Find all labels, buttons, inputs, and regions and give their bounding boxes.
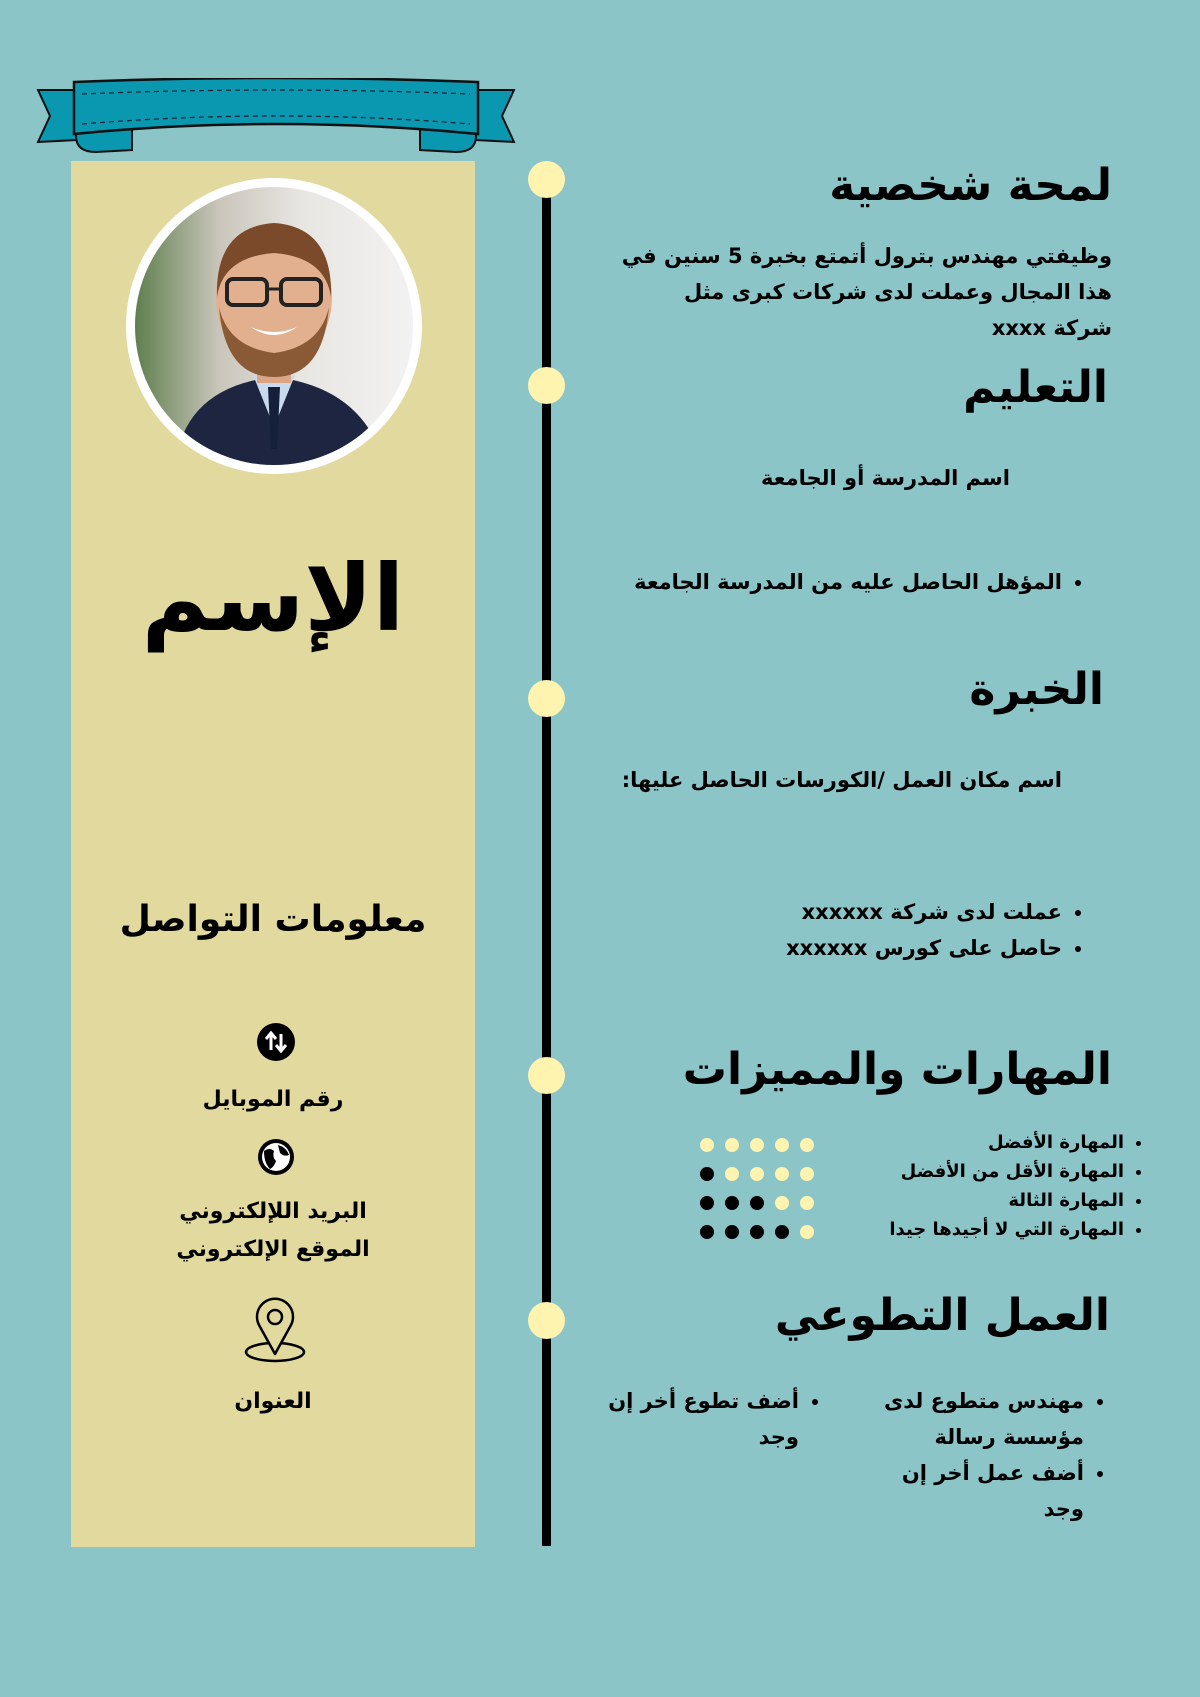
profile-line: هذا المجال وعملت لدى شركات كبرى مثل (683, 280, 1112, 304)
skill-item: • المهارة الأفضل (744, 1128, 1124, 1157)
skill-dot-empty (700, 1225, 714, 1239)
skill-dot-filled (750, 1167, 764, 1181)
skills-heading: المهارات والمميزات (682, 1044, 1112, 1095)
timeline-dot (528, 161, 565, 198)
education-list (462, 564, 1088, 600)
skill-dot-filled (800, 1167, 814, 1181)
skill-dot-filled (700, 1138, 714, 1152)
timeline-dot (528, 1057, 565, 1094)
profile-photo (126, 178, 422, 474)
skill-dot-filled (775, 1167, 789, 1181)
skill-dot-filled (725, 1138, 739, 1152)
experience-heading: الخبرة (969, 664, 1104, 715)
person-portrait (135, 187, 413, 465)
list-item: • أضف تطوع أخر إن وجد (569, 1383, 799, 1455)
skill-item: • المهارة الأقل من الأفضل (744, 1157, 1124, 1186)
profile-line: وظيفتي مهندس بترول أتمتع بخبرة 5 سنين في (621, 244, 1112, 268)
skill-dot-empty (700, 1196, 714, 1210)
contact-heading: معلومات التواصل (119, 899, 427, 940)
profile-line: شركة xxxx (991, 316, 1112, 340)
volunteer-list-2 (569, 1383, 825, 1455)
skill-dot-filled (775, 1196, 789, 1210)
list-item: • المؤهل الحاصل عليه من المدرسة الجامعة (462, 564, 1062, 600)
skill-dot-filled (775, 1138, 789, 1152)
profile-heading: لمحة شخصية (829, 160, 1112, 211)
skill-dot-filled (800, 1225, 814, 1239)
volunteer-heading: العمل التطوعي (774, 1290, 1110, 1341)
skill-dot-empty (725, 1225, 739, 1239)
skill-dot-filled (750, 1138, 764, 1152)
experience-subheading: اسم مكان العمل /الكورسات الحاصل عليها: (621, 768, 1062, 792)
ribbon-banner (36, 78, 516, 164)
list-item: • عملت لدى شركة xxxxxx (562, 894, 1062, 930)
list-item: • مهندس متطوع لدى مؤسسة رسالة (884, 1383, 1084, 1455)
education-heading: التعليم (963, 362, 1108, 413)
globe-icon (256, 1137, 296, 1177)
phone-transfer-icon (256, 1022, 296, 1062)
timeline-dot (528, 680, 565, 717)
volunteer-list-1 (884, 1383, 1110, 1527)
skill-dot-empty (775, 1225, 789, 1239)
skill-dot-empty (750, 1196, 764, 1210)
skill-dot-filled (800, 1196, 814, 1210)
skill-item: • المهارة الثالة (744, 1186, 1124, 1215)
skill-dot-filled (800, 1138, 814, 1152)
timeline-dot (528, 1302, 565, 1339)
website-label: الموقع الإلكتروني (176, 1237, 370, 1262)
address-label: العنوان (234, 1389, 312, 1414)
person-name: الإسم (141, 545, 405, 652)
timeline-dot (528, 367, 565, 404)
experience-list (562, 894, 1088, 966)
skill-dot-empty (725, 1196, 739, 1210)
skill-item: • المهارة التي لا أجيدها جيدا (744, 1215, 1124, 1244)
list-item: • أضف عمل أخر إن وجد (884, 1455, 1084, 1527)
skill-dot-empty (750, 1225, 764, 1239)
mobile-number-label: رقم الموبايل (202, 1087, 344, 1112)
skill-dot-filled (725, 1167, 739, 1181)
email-label: البريد اللإلكتروني (179, 1199, 367, 1224)
location-pin-icon (243, 1297, 307, 1363)
list-item: • حاصل على كورس xxxxxx (562, 930, 1062, 966)
school-name: اسم المدرسة أو الجامعة (761, 466, 1010, 490)
skill-dot-empty (700, 1167, 714, 1181)
skill-rating-dots (700, 1138, 830, 1258)
profile-text (592, 238, 1112, 346)
